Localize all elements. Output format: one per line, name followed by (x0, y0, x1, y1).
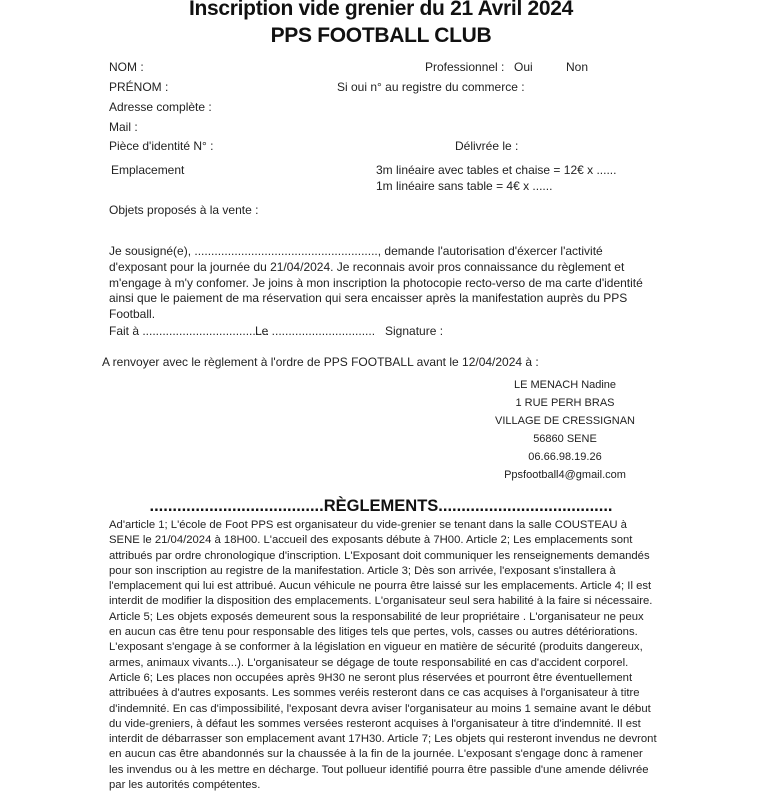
emplacement-label: Emplacement (111, 163, 185, 177)
return-note: A renvoyer avec le règlement à l'ordre de PPS FOOTBALL avant le 12/04/2024 à : (102, 355, 539, 369)
reglements-heading: ......................................RÈGLEMENTS...................................... (149, 497, 613, 515)
adresse-label: Adresse complète : (109, 100, 212, 114)
reglements-text: Ad'article 1; L'école de Foot PPS est organisateur du vide-grenier se tenant dans la salle COUSTEAU à SENE le 21/04/2024 à 18H00. L'accueil des exposants débute à 7H00. Article 2; Les emplacements sont attribués par ordre chronologique d'inscription. L'Exposant doit communiquer les renseignements demandés pour son inscription au registre de la manifestation. Article 3; Dès son arrivée, l'exposant s'installera à l'emplacement qui lui est attribué. Aucun véhicule ne pourra être laissé sur les emplacements. Article 4; Il est interdit de modifier la disposition des emplacements. L'organisateur seul sera habilité à la faire si nécessaire. Article 5; Les objets exposés demeurent sous la responsabilité de leur propriétaire . L'organisateur ne peux en aucun cas être tenu pour responsable des litiges tels que pertes, vols, casses ou autres détériorations. L'exposant s'engage à se conformer à la législation en vigueur en matière de sécurité (produits dangereux, armes, animaux vivants...). L'organisateur se dégage de toute responsabilité en cas d'accident corporel. Article 6; Les places non occupées après 9H30 ne seront plus réservées et pourront être éventuellement attribuées à d'autres exposants. Les sommes veréis resteront dans ce cas acquises à l'organisateur à titre d'indemnité. En cas d'impossibilité, l'exposant devra aviser l'organisateur au moins 1 semaine avant le début du vide-greniers, à défaut les sommes versées resteront acquises à l'organisateur à titre d'indemnité. Il est interdit de débarrasser son emplacement avant 17H30. Article 7; Les objets qui resteront invendus ne devront en aucun cas être abandonnés sur la chaussée à la fin de la journée. L'exposant s'engage donc à ramener les invendus ou à les mettre en décharge. Tout pollueur identifié pourra être passible d'une amende délivrée par les autorités compétentes. (109, 519, 657, 792)
fait-a-field: Fait à ...................................... (109, 324, 270, 338)
oui-option[interactable]: Oui (514, 60, 533, 74)
club-name: PPS FOOTBALL CLUB (270, 24, 492, 47)
registre-label: Si oui n° au registre du commerce : (337, 80, 525, 94)
address-email[interactable]: Ppsfootball4@gmail.com (504, 469, 626, 481)
address-name: LE MENACH Nadine (513, 379, 617, 391)
piece-identite-label: Pièce d'identité N° : (109, 139, 214, 153)
address-block (480, 376, 650, 484)
address-street: 1 RUE PERH BRAS (515, 397, 615, 409)
delivree-label: Délivrée le : (455, 139, 519, 153)
address-city: 56860 SENE (533, 433, 597, 445)
nom-label: NOM : (109, 60, 144, 74)
mail-label: Mail : (109, 120, 138, 134)
non-option[interactable]: Non (566, 60, 589, 74)
option-1m: 1m linéaire sans table = 4€ x ...... (376, 179, 553, 193)
objets-label: Objets proposés à la vente : (109, 203, 259, 217)
address-phone: 06.66.98.19.26 (528, 451, 602, 463)
prenom-label: PRÉNOM : (109, 80, 169, 94)
address-village: VILLAGE DE CRESSIGNAN (495, 415, 635, 427)
signature-label: Signature : (385, 324, 444, 338)
date-field: Le ............................... (255, 324, 376, 338)
page-title: Inscription vide grenier du 21 Avril 2024 (188, 0, 574, 20)
option-3m: 3m linéaire avec tables et chaise = 12€ x ...... (376, 163, 617, 177)
professionnel-label: Professionnel : (425, 60, 505, 74)
declaration-paragraph: Je sousigné(e), ......................................................., demande l'autorisation d'éxercer l'activité d'exposant pour la journée du 21/04/2024. Je reconnais avoir pros connaissance du règlement et m'engage à m'y confomer. Je joins à mon inscription la photocopie recto-verso de ma carte d'identité ainsi que le paiement de ma réservation qui sera encaisser après la manifestation auprès du PPS Football. (109, 244, 643, 322)
